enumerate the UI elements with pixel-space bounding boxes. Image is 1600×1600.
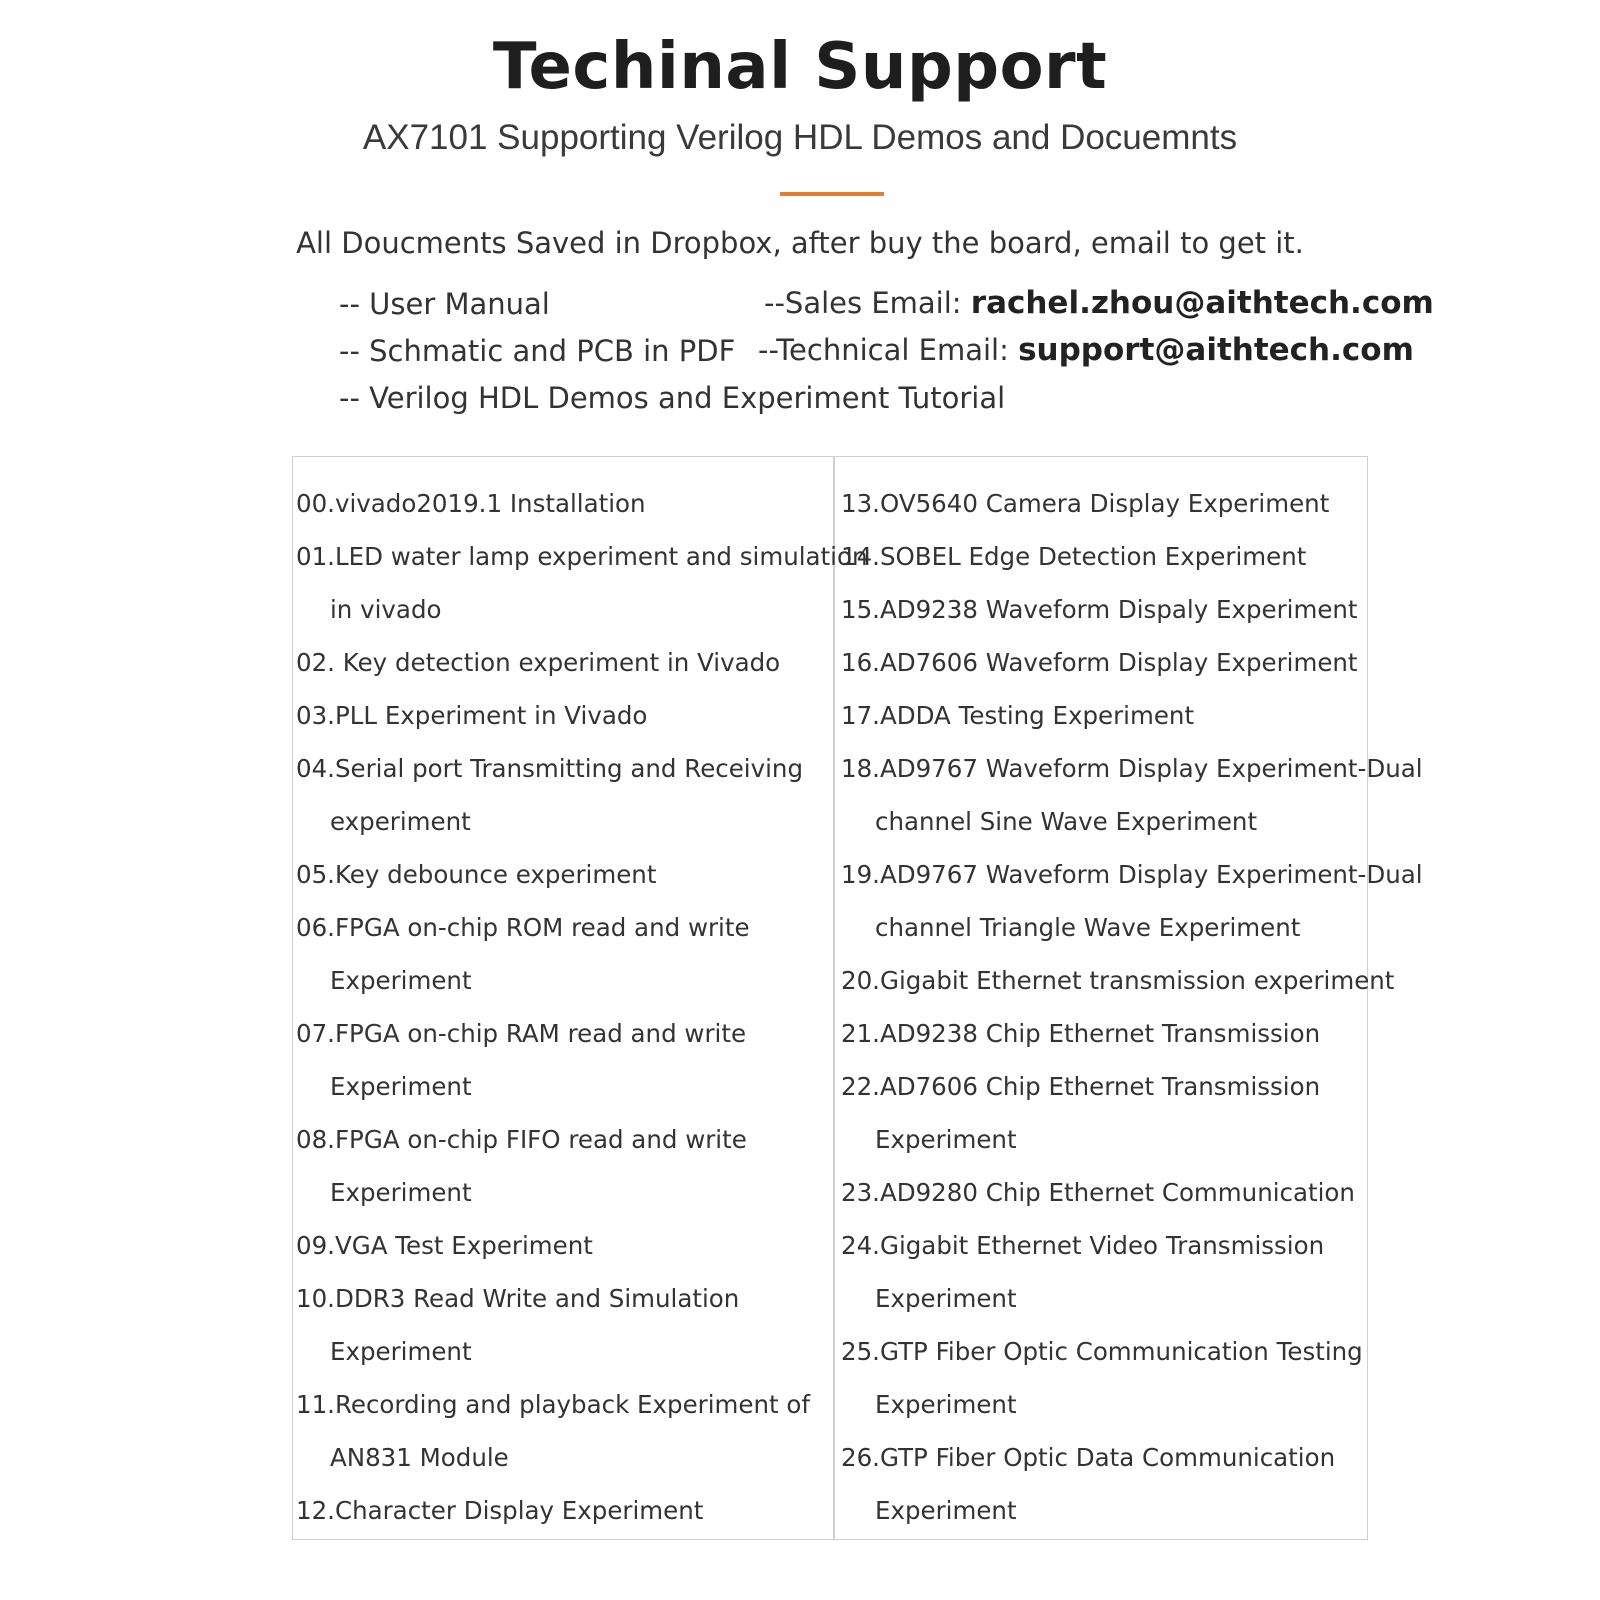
page-subtitle: AX7101 Supporting Verilog HDL Demos and Docuemnts bbox=[362, 118, 1238, 157]
demo-list-item bbox=[841, 636, 1365, 689]
demo-title: 00.vivado2019.1 Installation bbox=[296, 489, 646, 518]
demo-title-continuation: Experiment bbox=[875, 1496, 1017, 1525]
demo-list-item bbox=[841, 1431, 1365, 1537]
demo-list-item bbox=[296, 1272, 830, 1378]
demo-title: 15.AD9238 Waveform Dispaly Experiment bbox=[841, 595, 1358, 624]
demo-title-continuation: Experiment bbox=[875, 1390, 1017, 1419]
demo-title: 03.PLL Experiment in Vivado bbox=[296, 701, 648, 730]
document-item-verilog-demos: -- Verilog HDL Demos and Experiment Tutorial bbox=[339, 381, 1006, 415]
technical-contact bbox=[758, 332, 1414, 368]
demo-title: 24.Gigabit Ethernet Video Transmission bbox=[841, 1231, 1325, 1260]
accent-divider bbox=[780, 192, 884, 196]
demo-title-continuation: Experiment bbox=[330, 1072, 472, 1101]
page-title: Techinal Support bbox=[492, 30, 1108, 104]
demo-title: 25.GTP Fiber Optic Communication Testing bbox=[841, 1337, 1363, 1366]
demo-title: 17.ADDA Testing Experiment bbox=[841, 701, 1195, 730]
technical-email-address[interactable]: support@aithtech.com bbox=[1018, 332, 1414, 368]
demo-title: 11.Recording and playback Experiment of bbox=[296, 1390, 811, 1419]
demo-list-item bbox=[296, 1219, 830, 1272]
demo-title: 21.AD9238 Chip Ethernet Transmission bbox=[841, 1019, 1321, 1048]
demo-list-item bbox=[296, 901, 830, 1007]
demo-title: 04.Serial port Transmitting and Receiving bbox=[296, 754, 803, 783]
demo-title: 01.LED water lamp experiment and simulation bbox=[296, 542, 868, 571]
demo-title: 22.AD7606 Chip Ethernet Transmission bbox=[841, 1072, 1321, 1101]
demo-title: 10.DDR3 Read Write and Simulation bbox=[296, 1284, 740, 1313]
document-item-user-manual: -- User Manual bbox=[339, 287, 550, 321]
demo-title: 12.Character Display Experiment bbox=[296, 1496, 704, 1525]
demo-list-item bbox=[841, 954, 1395, 1007]
technical-email-label: --Technical Email: bbox=[758, 333, 1019, 367]
demo-title-continuation: in vivado bbox=[330, 595, 442, 624]
demo-list-left-column bbox=[296, 477, 868, 1537]
demo-list-item bbox=[841, 689, 1365, 742]
demo-title-continuation: channel Sine Wave Experiment bbox=[875, 807, 1258, 836]
demo-title: 09.VGA Test Experiment bbox=[296, 1231, 593, 1260]
demo-list-item bbox=[296, 1113, 830, 1219]
demo-list-item bbox=[841, 477, 1365, 530]
dropbox-notice: All Doucments Saved in Dropbox, after buy the board, email to get it. bbox=[296, 226, 1304, 260]
demo-title: 06.FPGA on-chip ROM read and write bbox=[296, 913, 750, 942]
demo-title-continuation: AN831 Module bbox=[330, 1443, 509, 1472]
sales-contact bbox=[764, 285, 1434, 321]
demo-title-continuation: Experiment bbox=[330, 1337, 472, 1366]
demo-list-item bbox=[296, 1378, 830, 1484]
demo-list-item bbox=[296, 1484, 830, 1537]
demo-title-continuation: Experiment bbox=[875, 1284, 1017, 1313]
demo-list-item bbox=[296, 477, 830, 530]
demo-title: 13.OV5640 Camera Display Experiment bbox=[841, 489, 1330, 518]
demo-list-item bbox=[841, 530, 1365, 583]
demo-list-item bbox=[841, 1325, 1365, 1431]
demo-list-item bbox=[296, 742, 830, 848]
demo-title: 16.AD7606 Waveform Display Experiment bbox=[841, 648, 1358, 677]
demo-title-continuation: experiment bbox=[330, 807, 471, 836]
demo-title-continuation: channel Triangle Wave Experiment bbox=[875, 913, 1301, 942]
document-item-schematic: -- Schmatic and PCB in PDF bbox=[339, 334, 736, 368]
demo-list-item bbox=[296, 636, 830, 689]
demo-title: 18.AD9767 Waveform Display Experiment-Dual bbox=[841, 754, 1423, 783]
demo-list-right-column bbox=[841, 477, 1423, 1537]
demo-title-continuation: Experiment bbox=[875, 1125, 1017, 1154]
demo-list-item bbox=[841, 848, 1423, 954]
demo-list-table bbox=[292, 456, 1423, 1540]
demo-title: 23.AD9280 Chip Ethernet Communication bbox=[841, 1178, 1355, 1207]
demo-list-item bbox=[841, 583, 1365, 636]
demo-list-item bbox=[296, 530, 868, 636]
demo-list-item bbox=[296, 1007, 830, 1113]
demo-title: 26.GTP Fiber Optic Data Communication bbox=[841, 1443, 1336, 1472]
demo-title: 20.Gigabit Ethernet transmission experiment bbox=[841, 966, 1395, 995]
demo-title: 14.SOBEL Edge Detection Experiment bbox=[841, 542, 1307, 571]
demo-list-item bbox=[841, 1219, 1365, 1325]
demo-list-item bbox=[841, 1060, 1365, 1166]
sales-email-address[interactable]: rachel.zhou@aithtech.com bbox=[970, 285, 1434, 321]
demo-list-item bbox=[841, 742, 1423, 848]
demo-list-item bbox=[296, 848, 830, 901]
column-divider bbox=[833, 457, 835, 1539]
demo-title: 05.Key debounce experiment bbox=[296, 860, 657, 889]
demo-title: 08.FPGA on-chip FIFO read and write bbox=[296, 1125, 747, 1154]
demo-list-item bbox=[296, 689, 830, 742]
demo-list-item bbox=[841, 1166, 1365, 1219]
demo-title: 07.FPGA on-chip RAM read and write bbox=[296, 1019, 747, 1048]
sales-email-label: --Sales Email: bbox=[764, 286, 971, 320]
demo-title-continuation: Experiment bbox=[330, 1178, 472, 1207]
demo-title-continuation: Experiment bbox=[330, 966, 472, 995]
demo-title: 19.AD9767 Waveform Display Experiment-Dual bbox=[841, 860, 1423, 889]
demo-title: 02. Key detection experiment in Vivado bbox=[296, 648, 781, 677]
demo-list-item bbox=[841, 1007, 1365, 1060]
